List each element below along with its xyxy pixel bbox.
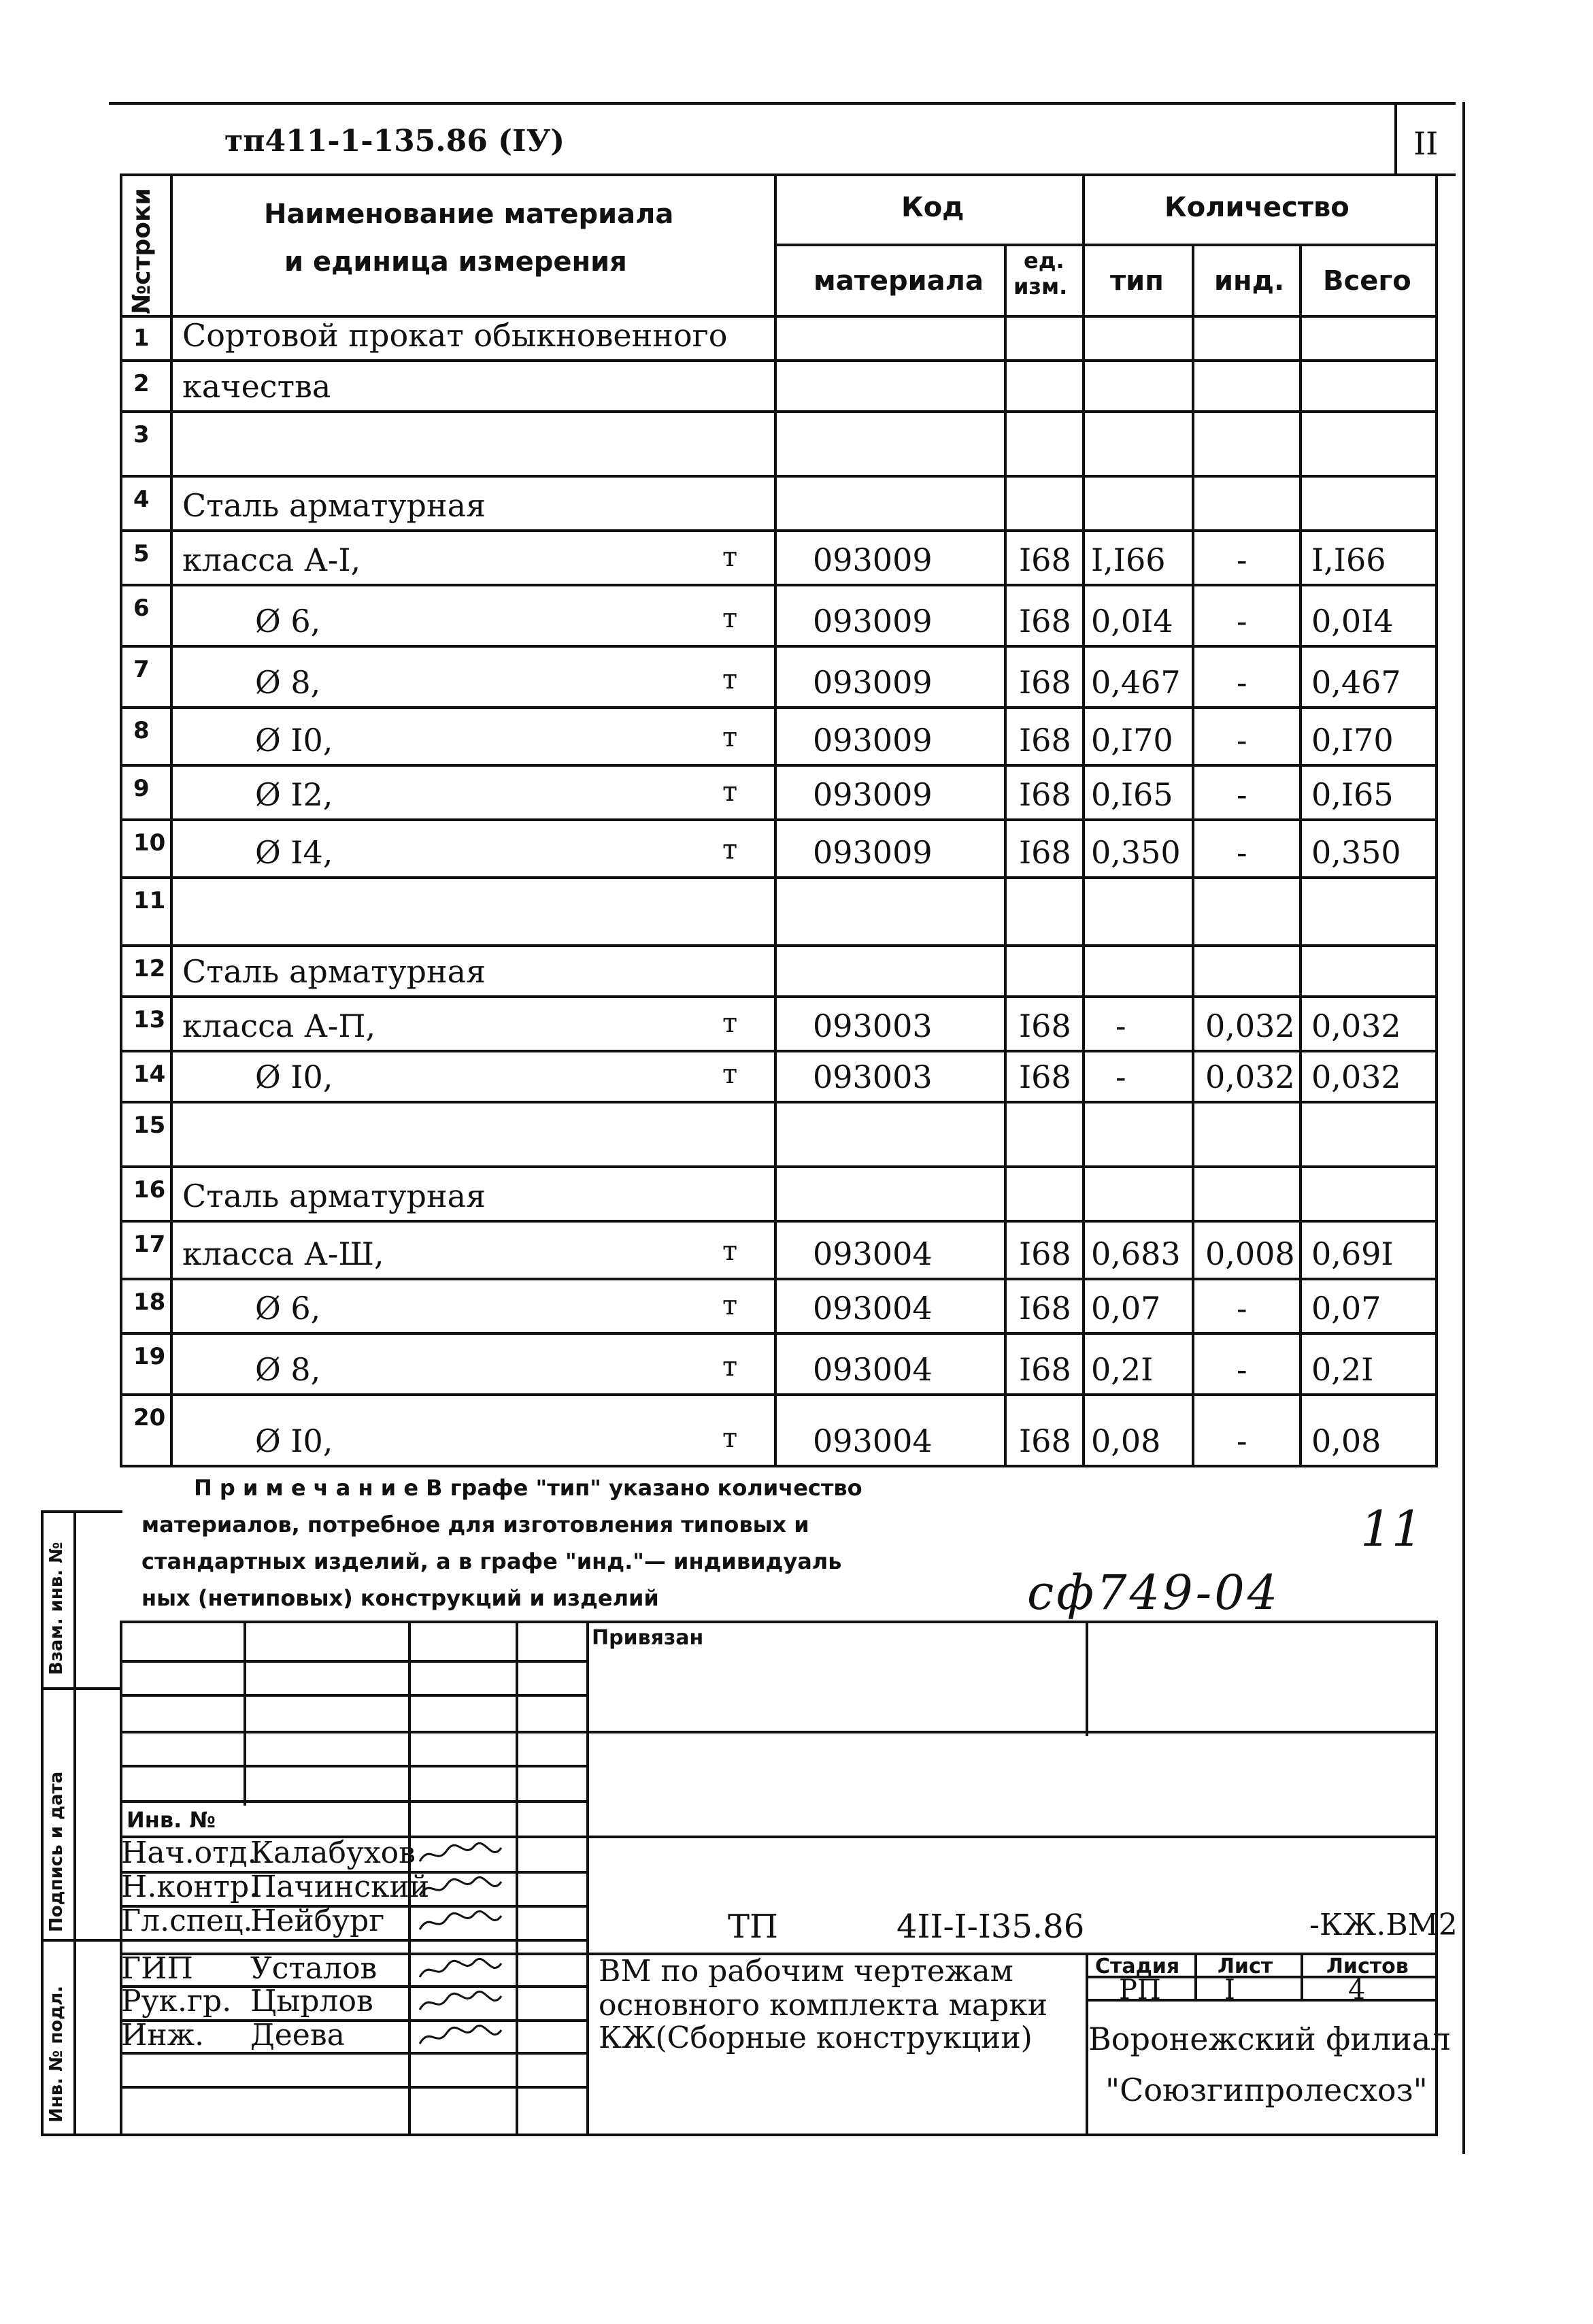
stamp-grid-h9: [120, 1939, 586, 1942]
unit-value: т: [722, 1351, 738, 1382]
quantity-type: 0,350: [1091, 834, 1181, 871]
quantity-total: 0,I65: [1311, 776, 1394, 813]
row-separator: [120, 584, 1438, 586]
row-separator: [120, 475, 1438, 478]
quantity-total: 0,07: [1311, 1290, 1381, 1327]
sheets-label: Листов: [1326, 1955, 1409, 1978]
row-separator: [120, 645, 1438, 648]
unit-code: I68: [1019, 603, 1071, 640]
material-code: 093003: [813, 1059, 933, 1095]
material-name: Сталь арматурная: [182, 953, 486, 990]
row-number: 14: [133, 1061, 166, 1088]
row-separator: [120, 818, 1438, 821]
row-number: 6: [133, 595, 150, 622]
quantity-ind: -: [1237, 542, 1247, 578]
row-number: 4: [133, 486, 150, 513]
unit-value: т: [722, 834, 738, 865]
row-number: 15: [133, 1112, 166, 1139]
row-separator: [120, 1332, 1438, 1335]
material-code: 093004: [813, 1423, 933, 1459]
unit-value: т: [722, 1008, 738, 1039]
unit-header-line2: изм.: [1013, 273, 1068, 299]
row-number: 5: [133, 540, 150, 567]
material-name: Ø 8,: [255, 664, 321, 701]
name-header-line1: Наименование материала: [264, 199, 674, 230]
privyazan-label: Привязан: [592, 1626, 704, 1650]
signature-scribble: [416, 1838, 505, 1870]
quantity-total: 0,I70: [1311, 722, 1394, 759]
stamp-grid-h16: [120, 2086, 586, 2089]
row-separator: [120, 1278, 1438, 1280]
material-name: Ø 6,: [255, 603, 321, 640]
material-name: класса А-I,: [182, 542, 361, 578]
row-number: 13: [133, 1006, 166, 1033]
quantity-total: 0,69I: [1311, 1235, 1394, 1272]
row-separator: [120, 410, 1438, 413]
quantity-total: I,I66: [1311, 542, 1386, 578]
side-strip-div1: [41, 1687, 122, 1690]
signer-name: Калабухов: [250, 1836, 416, 1870]
header-sub-line: [774, 244, 1438, 246]
material-name: Сталь арматурная: [182, 487, 486, 524]
row-number: 8: [133, 717, 150, 744]
unit-value: т: [722, 776, 738, 808]
quantity-total: 0,350: [1311, 834, 1401, 871]
quantity-ind: -: [1237, 1290, 1247, 1327]
material-name: Ø I0,: [255, 1059, 333, 1095]
doc-title-line1: ВМ по рабочим чертежам: [599, 1954, 1013, 1989]
row-number: 17: [133, 1231, 166, 1258]
sheet-number: II: [1413, 125, 1439, 162]
sheet-value: I: [1224, 1974, 1235, 2006]
right-border: [1462, 102, 1465, 2136]
side-strip-outer: [41, 1510, 44, 2136]
sheets-value: 4: [1348, 1974, 1366, 2006]
side-strip-div2: [41, 1939, 122, 1942]
signer-role: ГИП: [121, 1951, 193, 1986]
signature-scribble: [416, 1906, 505, 1938]
row-separator: [120, 876, 1438, 879]
row-number-header: №строки: [128, 188, 156, 314]
signer-name: Цырлов: [250, 1984, 373, 2019]
material-name: класса А-Ш,: [182, 1235, 384, 1272]
unit-code: I68: [1019, 1008, 1071, 1044]
row-separator: [120, 1050, 1438, 1052]
quantity-type: 0,0I4: [1091, 603, 1173, 640]
material-name: Ø I0,: [255, 722, 333, 759]
signature-scribble: [416, 1872, 505, 1904]
designation-number: 4II-I-I35.86: [896, 1908, 1085, 1946]
designation-tp: ТП: [728, 1908, 778, 1946]
signer-role: Н.контр.: [121, 1870, 259, 1904]
row-number: 12: [133, 955, 166, 982]
code-header: Код: [901, 192, 965, 223]
signer-name: Деева: [250, 2018, 345, 2053]
quantity-ind: -: [1237, 664, 1247, 701]
row-separator: [120, 1220, 1438, 1223]
stage-value: РП: [1119, 1974, 1161, 2006]
material-name: Ø I0,: [255, 1423, 333, 1459]
quantity-ind: 0,032: [1205, 1008, 1295, 1044]
row-number: 3: [133, 421, 150, 448]
unit-code: I68: [1019, 1423, 1071, 1459]
note-line1: П р и м е ч а н и е В графе "тип" указано количество: [194, 1475, 862, 1501]
quantity-type: 0,2I: [1091, 1351, 1154, 1388]
material-code: 093003: [813, 1008, 933, 1044]
row-number: 16: [133, 1176, 166, 1204]
row-separator: [120, 944, 1438, 947]
stamp-grid-v4: [586, 1621, 589, 2134]
quantity-total: 0,0I4: [1311, 603, 1394, 640]
material-code: 093009: [813, 776, 933, 813]
stamp-right-line: [1435, 1621, 1438, 2136]
stamp-grid-h5: [120, 1800, 586, 1803]
unit-value: т: [722, 664, 738, 695]
unit-code: I68: [1019, 1351, 1071, 1388]
unit-code: I68: [1019, 542, 1071, 578]
doc-title-line3: КЖ(Сборные конструкции): [599, 2021, 1033, 2055]
org-line2: "Союзгипролесхоз": [1105, 2072, 1428, 2108]
quantity-total: 0,032: [1311, 1008, 1401, 1044]
designation-suffix: -КЖ.ВМ2: [1309, 1908, 1458, 1942]
quantity-header: Количество: [1164, 192, 1349, 223]
sheet-box-divider: [1394, 102, 1397, 173]
row-separator: [120, 764, 1438, 767]
name-header-line2: и единица измерения: [284, 246, 627, 278]
unit-value: т: [722, 1235, 738, 1267]
row-number: 10: [133, 829, 166, 857]
row-number: 9: [133, 775, 150, 802]
signer-role: Нач.отд.: [121, 1836, 257, 1870]
quantity-type: 0,08: [1091, 1423, 1161, 1459]
unit-value: т: [722, 1423, 738, 1454]
material-name: качества: [182, 368, 331, 405]
doc-title-line2: основного комплекта марки: [599, 1988, 1048, 2023]
quantity-type: -: [1116, 1008, 1126, 1044]
signature-scribble: [416, 1987, 505, 2018]
side-strip-inner: [73, 1510, 76, 2136]
material-code: 093004: [813, 1235, 933, 1272]
quantity-type: 0,683: [1091, 1235, 1181, 1272]
material-code: 093009: [813, 542, 933, 578]
org-line1: Воронежский филиал: [1088, 2021, 1451, 2057]
quantity-type: 0,I70: [1091, 722, 1173, 759]
material-code: 093009: [813, 603, 933, 640]
row-separator: [120, 706, 1438, 709]
quantity-total: 0,08: [1311, 1423, 1381, 1459]
signer-name: Усталов: [250, 1951, 378, 1986]
stamp-grid-v3: [516, 1621, 518, 2134]
col-line-ind: [1299, 245, 1302, 1466]
unit-code: I68: [1019, 1290, 1071, 1327]
sheet-label: Лист: [1218, 1955, 1273, 1978]
quantity-ind: 0,008: [1205, 1235, 1295, 1272]
quantity-type: -: [1116, 1059, 1126, 1095]
row-separator: [120, 995, 1438, 998]
signer-name: Нейбург: [250, 1904, 385, 1938]
quantity-ind: 0,032: [1205, 1059, 1295, 1095]
row-number: 19: [133, 1343, 166, 1370]
material-name: Ø I4,: [255, 834, 333, 871]
col-line-type: [1192, 245, 1194, 1466]
quantity-total: 0,467: [1311, 664, 1401, 701]
unit-value: т: [722, 1059, 738, 1090]
stamp-grid-h2: [120, 1694, 586, 1697]
quantity-ind: -: [1237, 834, 1247, 871]
inv-number-label: Инв. №: [127, 1807, 216, 1833]
document-code: тп411-1-135.86 (IУ): [224, 124, 565, 159]
signer-role: Инж.: [121, 2018, 205, 2053]
unit-header-line1: ед.: [1024, 248, 1064, 273]
right-margin-tail: [1462, 2134, 1465, 2154]
unit-value: т: [722, 603, 738, 634]
quantity-type: 0,I65: [1091, 776, 1173, 813]
stamp-bottom-line: [120, 2134, 1438, 2136]
material-code: 093009: [813, 664, 933, 701]
row-separator: [120, 1165, 1438, 1168]
row-separator: [120, 1465, 1438, 1467]
material-code: 093009: [813, 834, 933, 871]
note-line2: материалов, потребное для изготовления типовых и: [141, 1512, 809, 1538]
quantity-type: I,I66: [1091, 542, 1166, 578]
signer-name: Пачинский: [250, 1870, 430, 1904]
signature-scribble: [416, 2021, 505, 2052]
unit-code: I68: [1019, 722, 1071, 759]
side-label-podpis: Подпись и дата: [46, 1771, 67, 1932]
top-border: [109, 102, 1456, 105]
stamp-grid-h1: [120, 1660, 586, 1663]
material-name: класса А-П,: [182, 1008, 376, 1044]
total-header: Всего: [1323, 265, 1411, 297]
row-separator: [120, 359, 1438, 362]
stamp-grid-h4: [120, 1765, 586, 1767]
row-separator: [120, 529, 1438, 532]
unit-value: т: [722, 542, 738, 573]
row-number: 7: [133, 656, 150, 683]
type-header: тип: [1110, 265, 1164, 297]
handwritten-code: сф749-04: [1027, 1565, 1281, 1621]
stamp-top-line: [120, 1621, 1438, 1623]
material-code: 093004: [813, 1290, 933, 1327]
stamp-grid-v5: [1086, 1621, 1088, 1736]
unit-code: I68: [1019, 1059, 1071, 1095]
ind-header: инд.: [1214, 265, 1285, 297]
material-name: Сортовой прокат обыкновенного: [182, 317, 728, 354]
quantity-ind: -: [1237, 603, 1247, 640]
row-number: 20: [133, 1404, 166, 1431]
row-separator: [120, 1101, 1438, 1103]
table-top-line: [120, 173, 1456, 176]
quantity-ind: -: [1237, 1423, 1247, 1459]
quantity-type: 0,467: [1091, 664, 1181, 701]
unit-code: I68: [1019, 776, 1071, 813]
side-label-inv: Инв. № подл.: [46, 1985, 67, 2123]
unit-value: т: [722, 1290, 738, 1321]
quantity-total: 0,032: [1311, 1059, 1401, 1095]
unit-code: I68: [1019, 664, 1071, 701]
handwritten-number: 11: [1360, 1500, 1423, 1557]
row-number: 18: [133, 1289, 166, 1316]
col-line-code: [1004, 245, 1007, 1466]
quantity-ind: -: [1237, 722, 1247, 759]
row-number: 2: [133, 370, 150, 397]
note-line4: ных (нетиповых) конструкций и изделий: [141, 1585, 659, 1611]
stamp-grid-v1: [244, 1621, 246, 1806]
signature-scribble: [416, 1954, 505, 1985]
side-strip-top: [41, 1510, 122, 1513]
material-name: Ø 6,: [255, 1290, 321, 1327]
stamp-grid-h3: [120, 1731, 1438, 1733]
row-separator: [120, 1393, 1438, 1396]
row-number: 11: [133, 887, 166, 914]
signer-role: Рук.гр.: [121, 1984, 232, 2019]
material-name: Ø 8,: [255, 1351, 321, 1388]
material-name: Ø I2,: [255, 776, 333, 813]
stage-label: Стадия: [1095, 1955, 1180, 1978]
quantity-type: 0,07: [1091, 1290, 1161, 1327]
quantity-ind: -: [1237, 776, 1247, 813]
quantity-ind: -: [1237, 1351, 1247, 1388]
unit-value: т: [722, 722, 738, 753]
material-name: Сталь арматурная: [182, 1178, 486, 1214]
side-label-vzam: Взам. инв. №: [46, 1542, 67, 1675]
material-code: 093004: [813, 1351, 933, 1388]
material-code: 093009: [813, 722, 933, 759]
unit-code: I68: [1019, 834, 1071, 871]
quantity-total: 0,2I: [1311, 1351, 1374, 1388]
unit-code: I68: [1019, 1235, 1071, 1272]
material-header: материала: [814, 265, 984, 297]
signer-role: Гл.спец.: [121, 1904, 253, 1938]
note-line3: стандартных изделий, а в графе "инд."— индивидуаль: [141, 1548, 842, 1574]
side-strip-bottom: [41, 2134, 122, 2136]
row-number: 1: [133, 325, 150, 352]
